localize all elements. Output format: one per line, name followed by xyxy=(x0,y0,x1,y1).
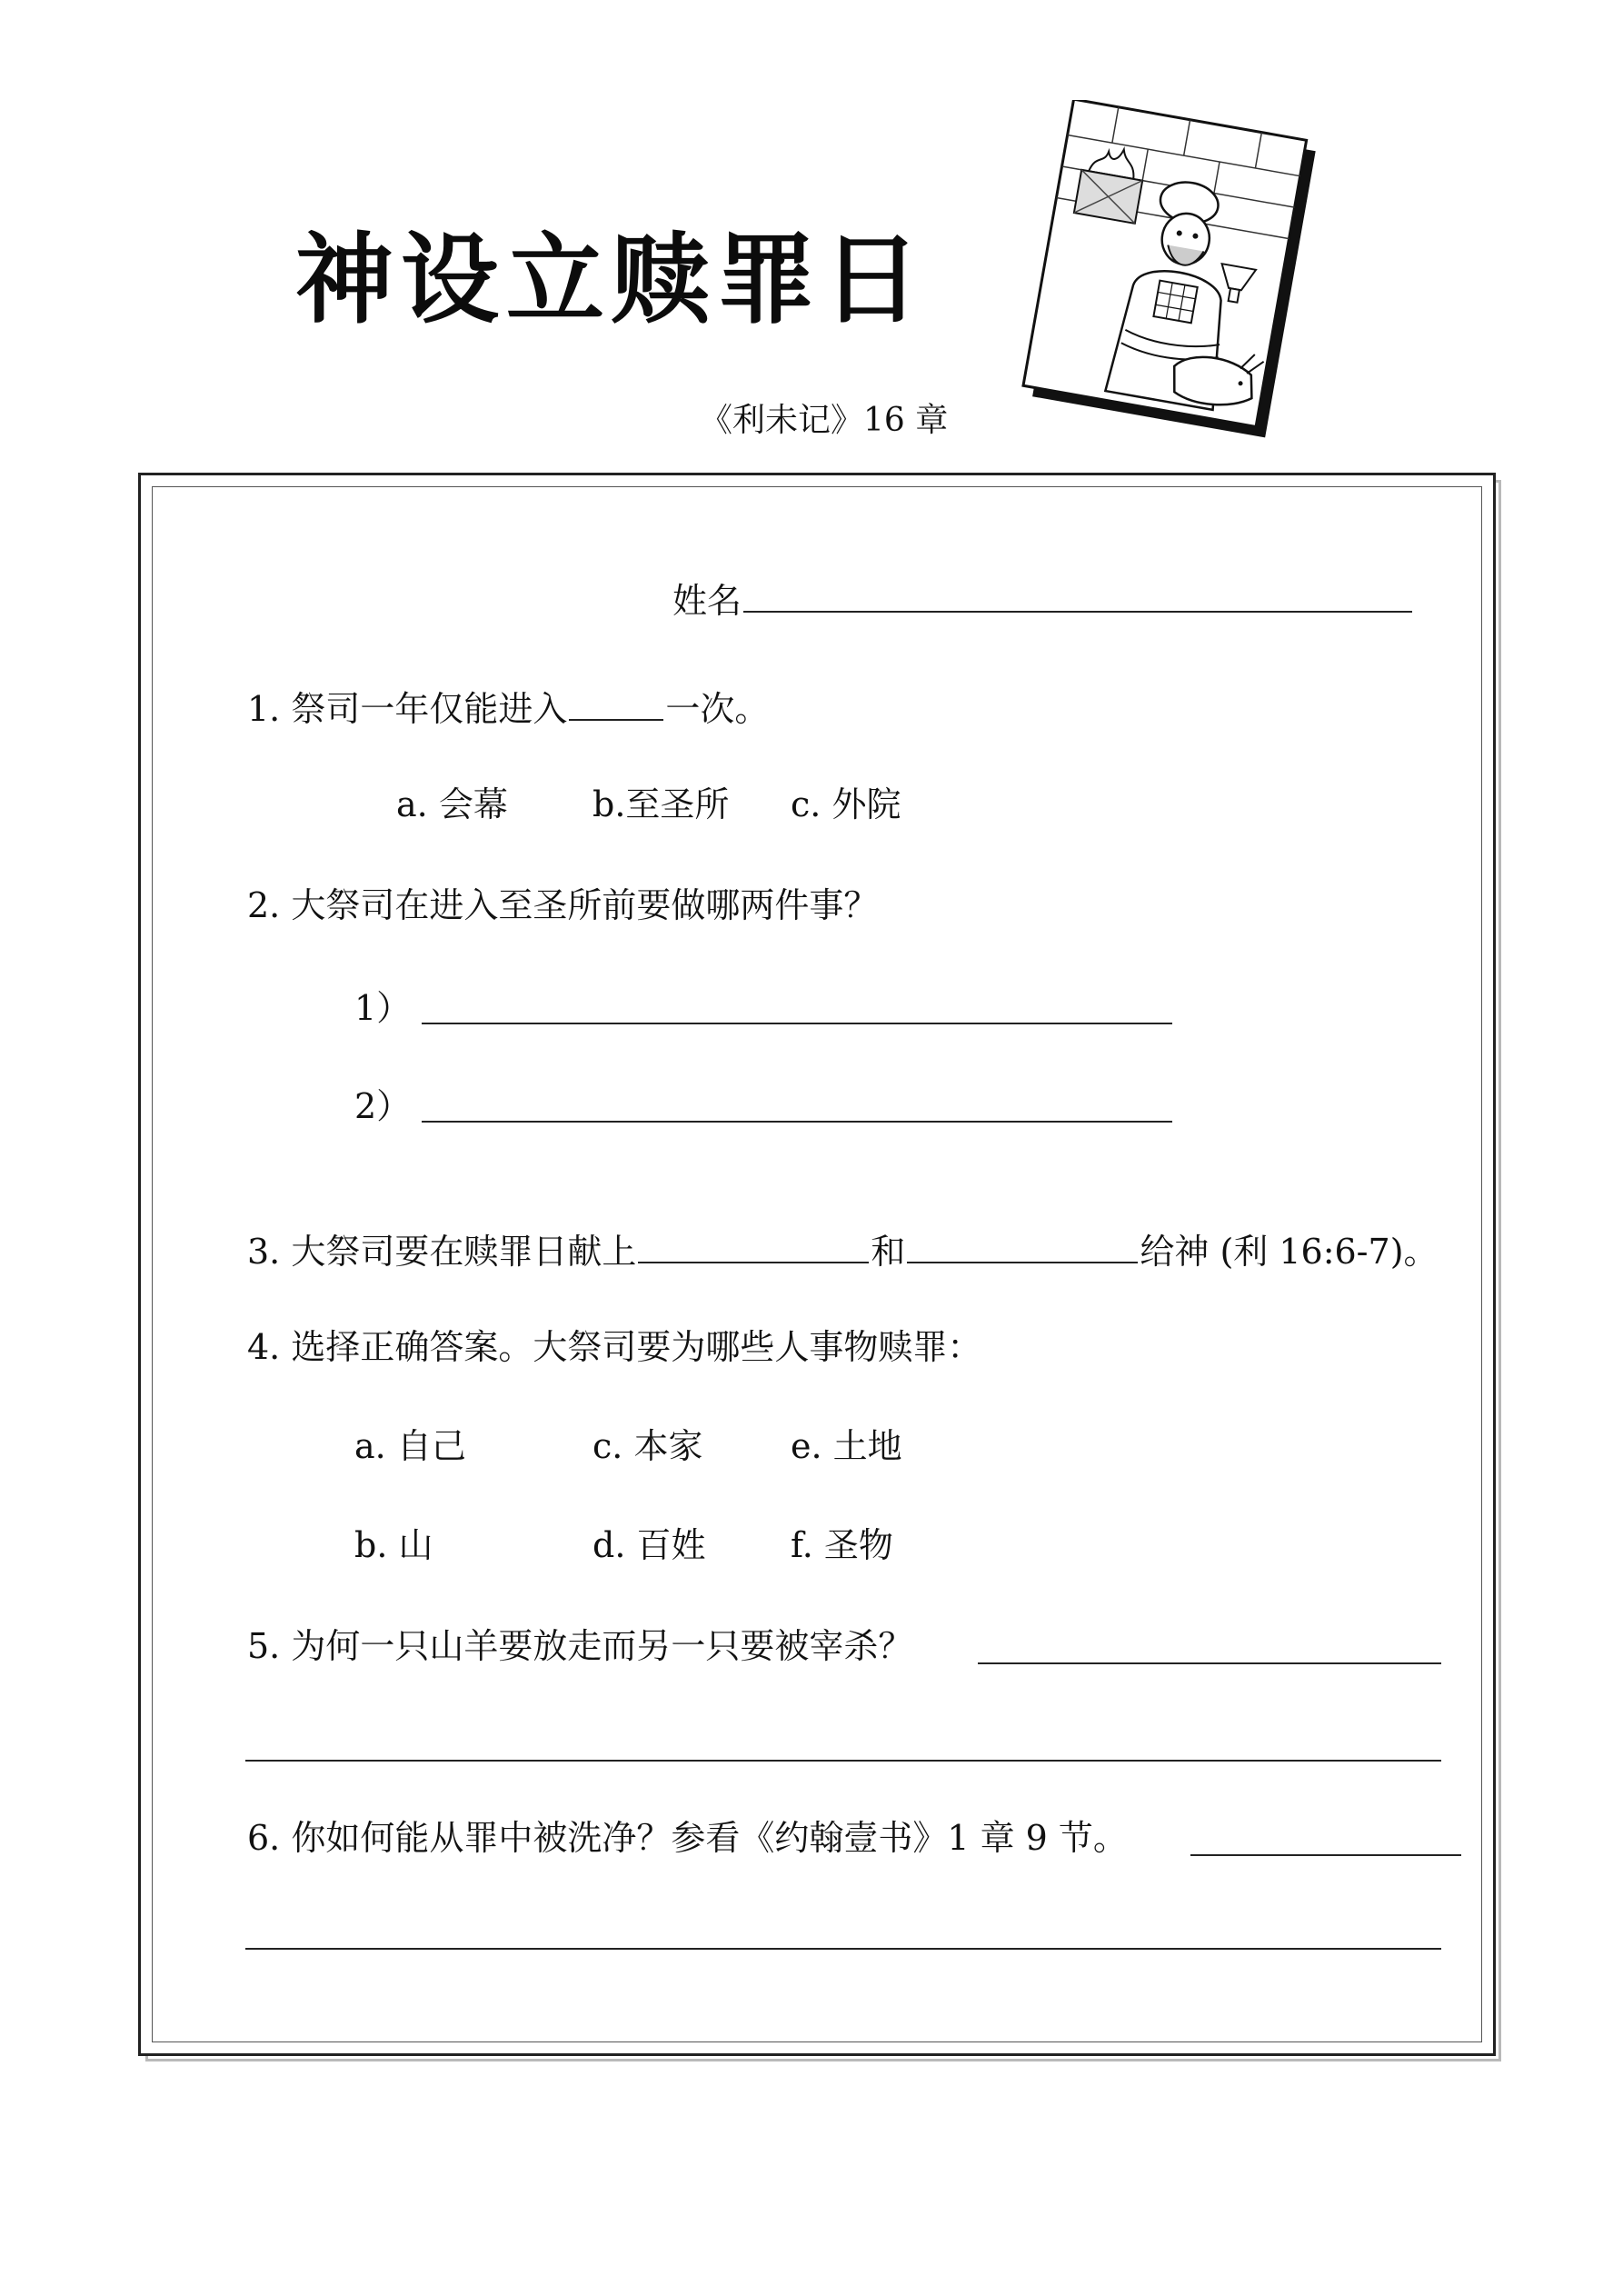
question-3-text-after: 给神 (利 16:6-7)。 xyxy=(1140,1232,1439,1272)
scripture-reference: 《利未记》16 章 xyxy=(700,402,949,439)
question-1-blank[interactable] xyxy=(569,688,663,721)
question-2-answer-1-line[interactable] xyxy=(422,1023,1172,1024)
page-title: 神设立赎罪日 xyxy=(295,224,929,337)
question-6-text: 6. 你如何能从罪中被洗净？参看《约翰壹书》1 章 9 节。 xyxy=(247,1818,1128,1858)
question-5-answer-line-1[interactable] xyxy=(978,1662,1441,1664)
question-2: 2. 大祭司在进入至圣所前要做哪两件事？ xyxy=(247,885,879,925)
question-2-item-1 xyxy=(354,988,412,1028)
question-5 xyxy=(247,1626,913,1666)
question-3-blank-1[interactable] xyxy=(638,1231,869,1263)
question-4-option-c[interactable]: c. 本家 xyxy=(592,1426,703,1466)
question-4: 4. 选择正确答案。大祭司要为哪些人事物赎罪： xyxy=(247,1327,982,1367)
question-5-answer-line-2[interactable] xyxy=(245,1760,1441,1762)
question-3-text-before: 3. 大祭司要在赎罪日献上 xyxy=(247,1232,637,1272)
question-6-answer-line-1[interactable] xyxy=(1190,1854,1461,1856)
question-4-option-a[interactable]: a. 自己 xyxy=(354,1426,466,1466)
question-2-answer-2-line[interactable] xyxy=(422,1121,1172,1123)
question-2-item-1-label: 1） xyxy=(354,988,412,1028)
question-2-item-2 xyxy=(354,1086,412,1126)
high-priest-illustration-icon xyxy=(1009,100,1327,445)
question-1 xyxy=(247,688,770,729)
question-3-text-mid: 和 xyxy=(871,1232,906,1272)
question-6-answer-line-2[interactable] xyxy=(245,1948,1441,1950)
question-4-option-e[interactable]: e. 土地 xyxy=(791,1426,902,1466)
question-1-option-b[interactable]: b.至圣所 xyxy=(592,784,730,824)
question-4-option-b[interactable]: b. 山 xyxy=(354,1525,433,1565)
question-6 xyxy=(247,1818,1128,1858)
question-1-text-after: 一次。 xyxy=(665,689,770,729)
question-4-option-d[interactable]: d. 百姓 xyxy=(592,1525,706,1565)
name-row xyxy=(672,580,1414,621)
question-1-text-before: 1. 祭司一年仅能进入 xyxy=(247,689,568,729)
question-1-option-c[interactable]: c. 外院 xyxy=(791,784,901,824)
question-5-text: 5. 为何一只山羊要放走而另一只要被宰杀？ xyxy=(247,1626,913,1666)
question-1-option-a[interactable]: a. 会幕 xyxy=(396,784,508,824)
question-3 xyxy=(247,1231,1439,1272)
question-4-option-f[interactable]: f. 圣物 xyxy=(791,1525,893,1565)
question-3-blank-2[interactable] xyxy=(907,1231,1138,1263)
name-field[interactable] xyxy=(743,580,1412,613)
question-2-item-2-label: 2） xyxy=(354,1086,412,1126)
name-label: 姓名 xyxy=(672,581,742,621)
